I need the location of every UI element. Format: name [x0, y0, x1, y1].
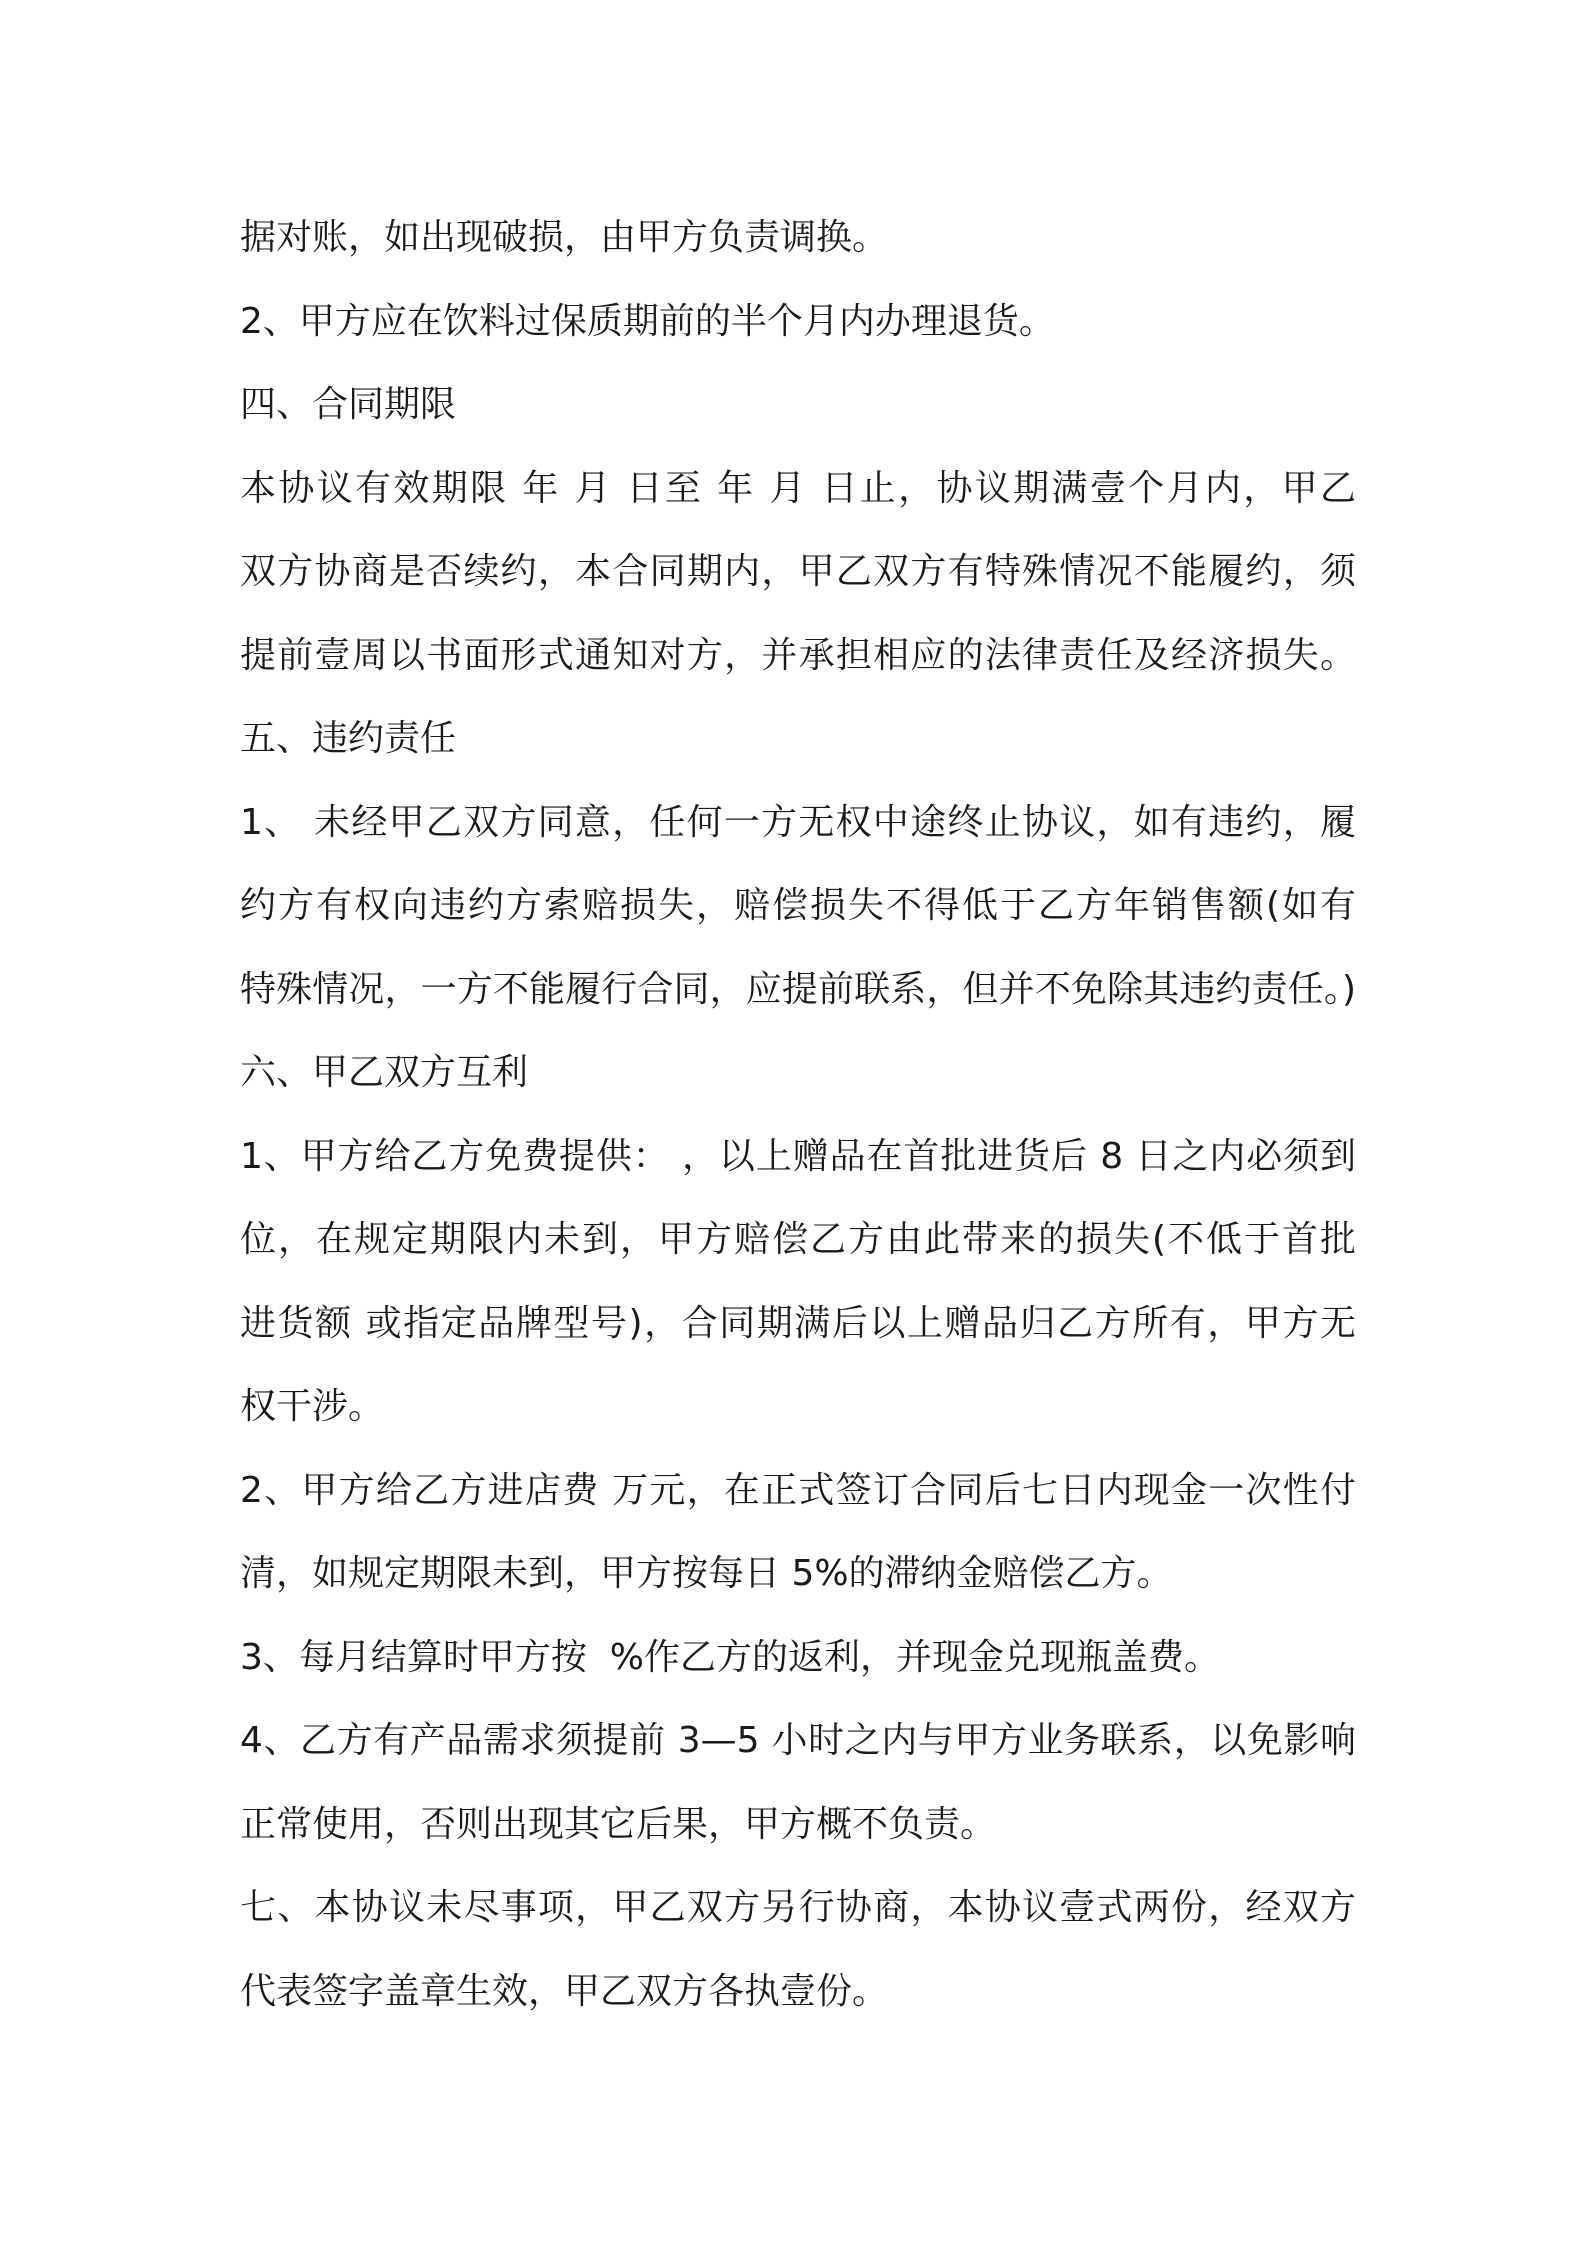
text-line-breach-3: 特殊情况，一方不能履行合同，应提前联系，但并不免除其违约责任。) [240, 968, 1356, 1010]
text-line-benefit-1a: 1、甲方给乙方免费提供： ，以上赠品在首批进货后 8 日之内必须到 [240, 1135, 1356, 1177]
section-heading-contract-term: 四、合同期限 [240, 384, 457, 425]
text-line-benefit-1c: 进货额 或指定品牌型号)，合同期满后以上赠品归乙方所有，甲方无 [240, 1302, 1356, 1344]
section-heading-mutual-benefit: 六、甲乙双方互利 [240, 1052, 529, 1093]
text-line-continuation: 据对账，如出现破损，由甲方负责调换。 [240, 217, 889, 258]
text-line-return-clause: 2、甲方应在饮料过保质期前的半个月内办理退货。 [240, 300, 1055, 342]
text-line-validity-3: 提前壹周以书面形式通知对方，并承担相应的法律责任及经济损失。 [240, 634, 1356, 676]
text-line-benefit-1b: 位，在规定期限内未到，甲方赔偿乙方由此带来的损失(不低于首批 [240, 1219, 1356, 1260]
text-line-benefit-4b: 正常使用，否则出现其它后果，甲方概不负责。 [240, 1803, 997, 1845]
text-line-clause-7b: 代表签字盖章生效，甲乙双方各执壹份。 [240, 1970, 889, 2012]
text-line-benefit-2a: 2、甲方给乙方进店费 万元，在正式签订合同后七日内现金一次性付 [240, 1469, 1356, 1511]
text-line-benefit-2b: 清，如规定期限未到，甲方按每日 5%的滞纳金赔偿乙方。 [240, 1553, 1173, 1594]
text-line-breach-2: 约方有权向违约方索赔损失，赔偿损失不得低于乙方年销售额(如有 [240, 885, 1356, 926]
document-page [240, 196, 1356, 2033]
text-line-validity-1: 本协议有效期限 年 月 日至 年 月 日止，协议期满壹个月内，甲乙 [240, 467, 1356, 509]
text-line-validity-2: 双方协商是否续约，本合同期内，甲乙双方有特殊情况不能履约，须 [240, 551, 1356, 592]
text-line-clause-7a: 七、本协议未尽事项，甲乙双方另行协商，本协议壹式两份，经双方 [240, 1887, 1356, 1928]
section-heading-breach-liability: 五、违约责任 [240, 718, 457, 759]
text-line-benefit-3: 3、每月结算时甲方按 %作乙方的返利，并现金兑现瓶盖费。 [240, 1636, 1220, 1678]
text-line-benefit-4a: 4、乙方有产品需求须提前 3—5 小时之内与甲方业务联系，以免影响 [240, 1720, 1356, 1761]
text-line-breach-1: 1、 未经甲乙双方同意，任何一方无权中途终止协议，如有违约，履 [240, 801, 1356, 843]
text-line-benefit-1d: 权干涉。 [240, 1386, 385, 1427]
